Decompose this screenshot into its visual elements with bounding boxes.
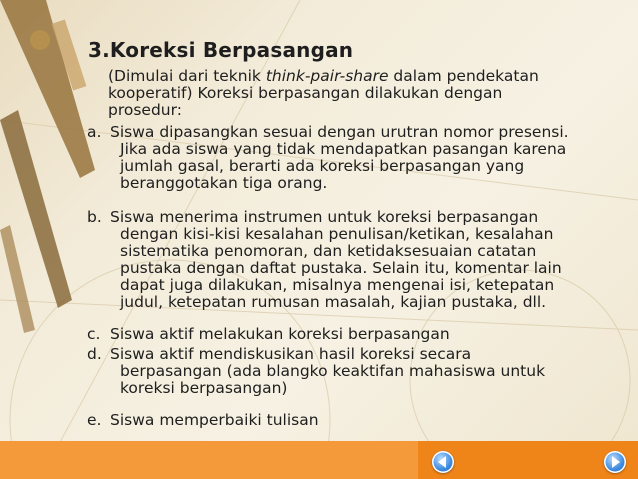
list-marker: b. bbox=[87, 208, 102, 226]
list-item-line: berpasangan (ada blangko keaktifan mahasiswa untuk bbox=[120, 362, 546, 380]
list-item-line: judul, ketepatan rumusan masalah, kajian pustaka, dll. bbox=[120, 293, 547, 311]
intro-paragraph bbox=[108, 68, 628, 119]
list-marker: e. bbox=[87, 411, 102, 429]
slide-content bbox=[0, 36, 638, 436]
list-item-line: sistematika penomoran, dan ketidaksesuaian catatan bbox=[120, 242, 537, 260]
list-item-line: Siswa aktif mendiskusikan hasil koreksi secara bbox=[110, 345, 472, 363]
intro-line-2: kooperatif) Koreksi berpasangan dilakukan dengan bbox=[108, 84, 503, 102]
list-item-line: Siswa menerima instrumen untuk koreksi berpasangan bbox=[110, 208, 539, 226]
list-item-line: Siswa dipasangkan sesuai dengan urutran nomor presensi. bbox=[110, 123, 569, 141]
slide-title: 3.Koreksi Berpasangan bbox=[88, 38, 354, 62]
list-marker: c. bbox=[87, 325, 101, 343]
list-item-line: pustaka dengan daftat pustaka. Selain itu, komentar lain bbox=[120, 259, 562, 277]
list-item-line: dengan kisi-kisi kesalahan penulisan/ketikan, kesalahan bbox=[120, 225, 554, 243]
next-slide-button[interactable] bbox=[604, 451, 626, 473]
list-item-line: beranggotakan tiga orang. bbox=[120, 174, 328, 192]
intro-line-3: prosedur: bbox=[108, 101, 182, 119]
list-item-line: Siswa aktif melakukan koreksi berpasangan bbox=[110, 325, 450, 343]
intro-line-1 bbox=[108, 68, 628, 85]
intro-italic-term: think-pair-share bbox=[265, 67, 389, 85]
list-item-line: jumlah gasal, berarti ada koreksi berpasangan yang bbox=[120, 157, 525, 175]
intro-text: (Dimulai dari teknik bbox=[108, 67, 266, 85]
previous-slide-button[interactable] bbox=[432, 451, 454, 473]
list-item-line: koreksi berpasangan) bbox=[120, 379, 288, 397]
bottom-bar-strip bbox=[0, 441, 418, 479]
arrow-left-icon bbox=[432, 451, 454, 473]
list-item-line: Siswa memperbaiki tulisan bbox=[110, 411, 319, 429]
list-marker: d. bbox=[87, 345, 102, 363]
bottom-bar bbox=[0, 441, 638, 479]
list-item-line: dapat juga dilakukan, misalnya mengenai isi, ketepatan bbox=[120, 276, 555, 294]
list-marker: a. bbox=[87, 123, 102, 141]
list-item-line: Jika ada siswa yang tidak mendapatkan pasangan karena bbox=[120, 140, 567, 158]
intro-text: dalam pendekatan bbox=[388, 67, 539, 85]
arrow-right-icon bbox=[604, 451, 626, 473]
